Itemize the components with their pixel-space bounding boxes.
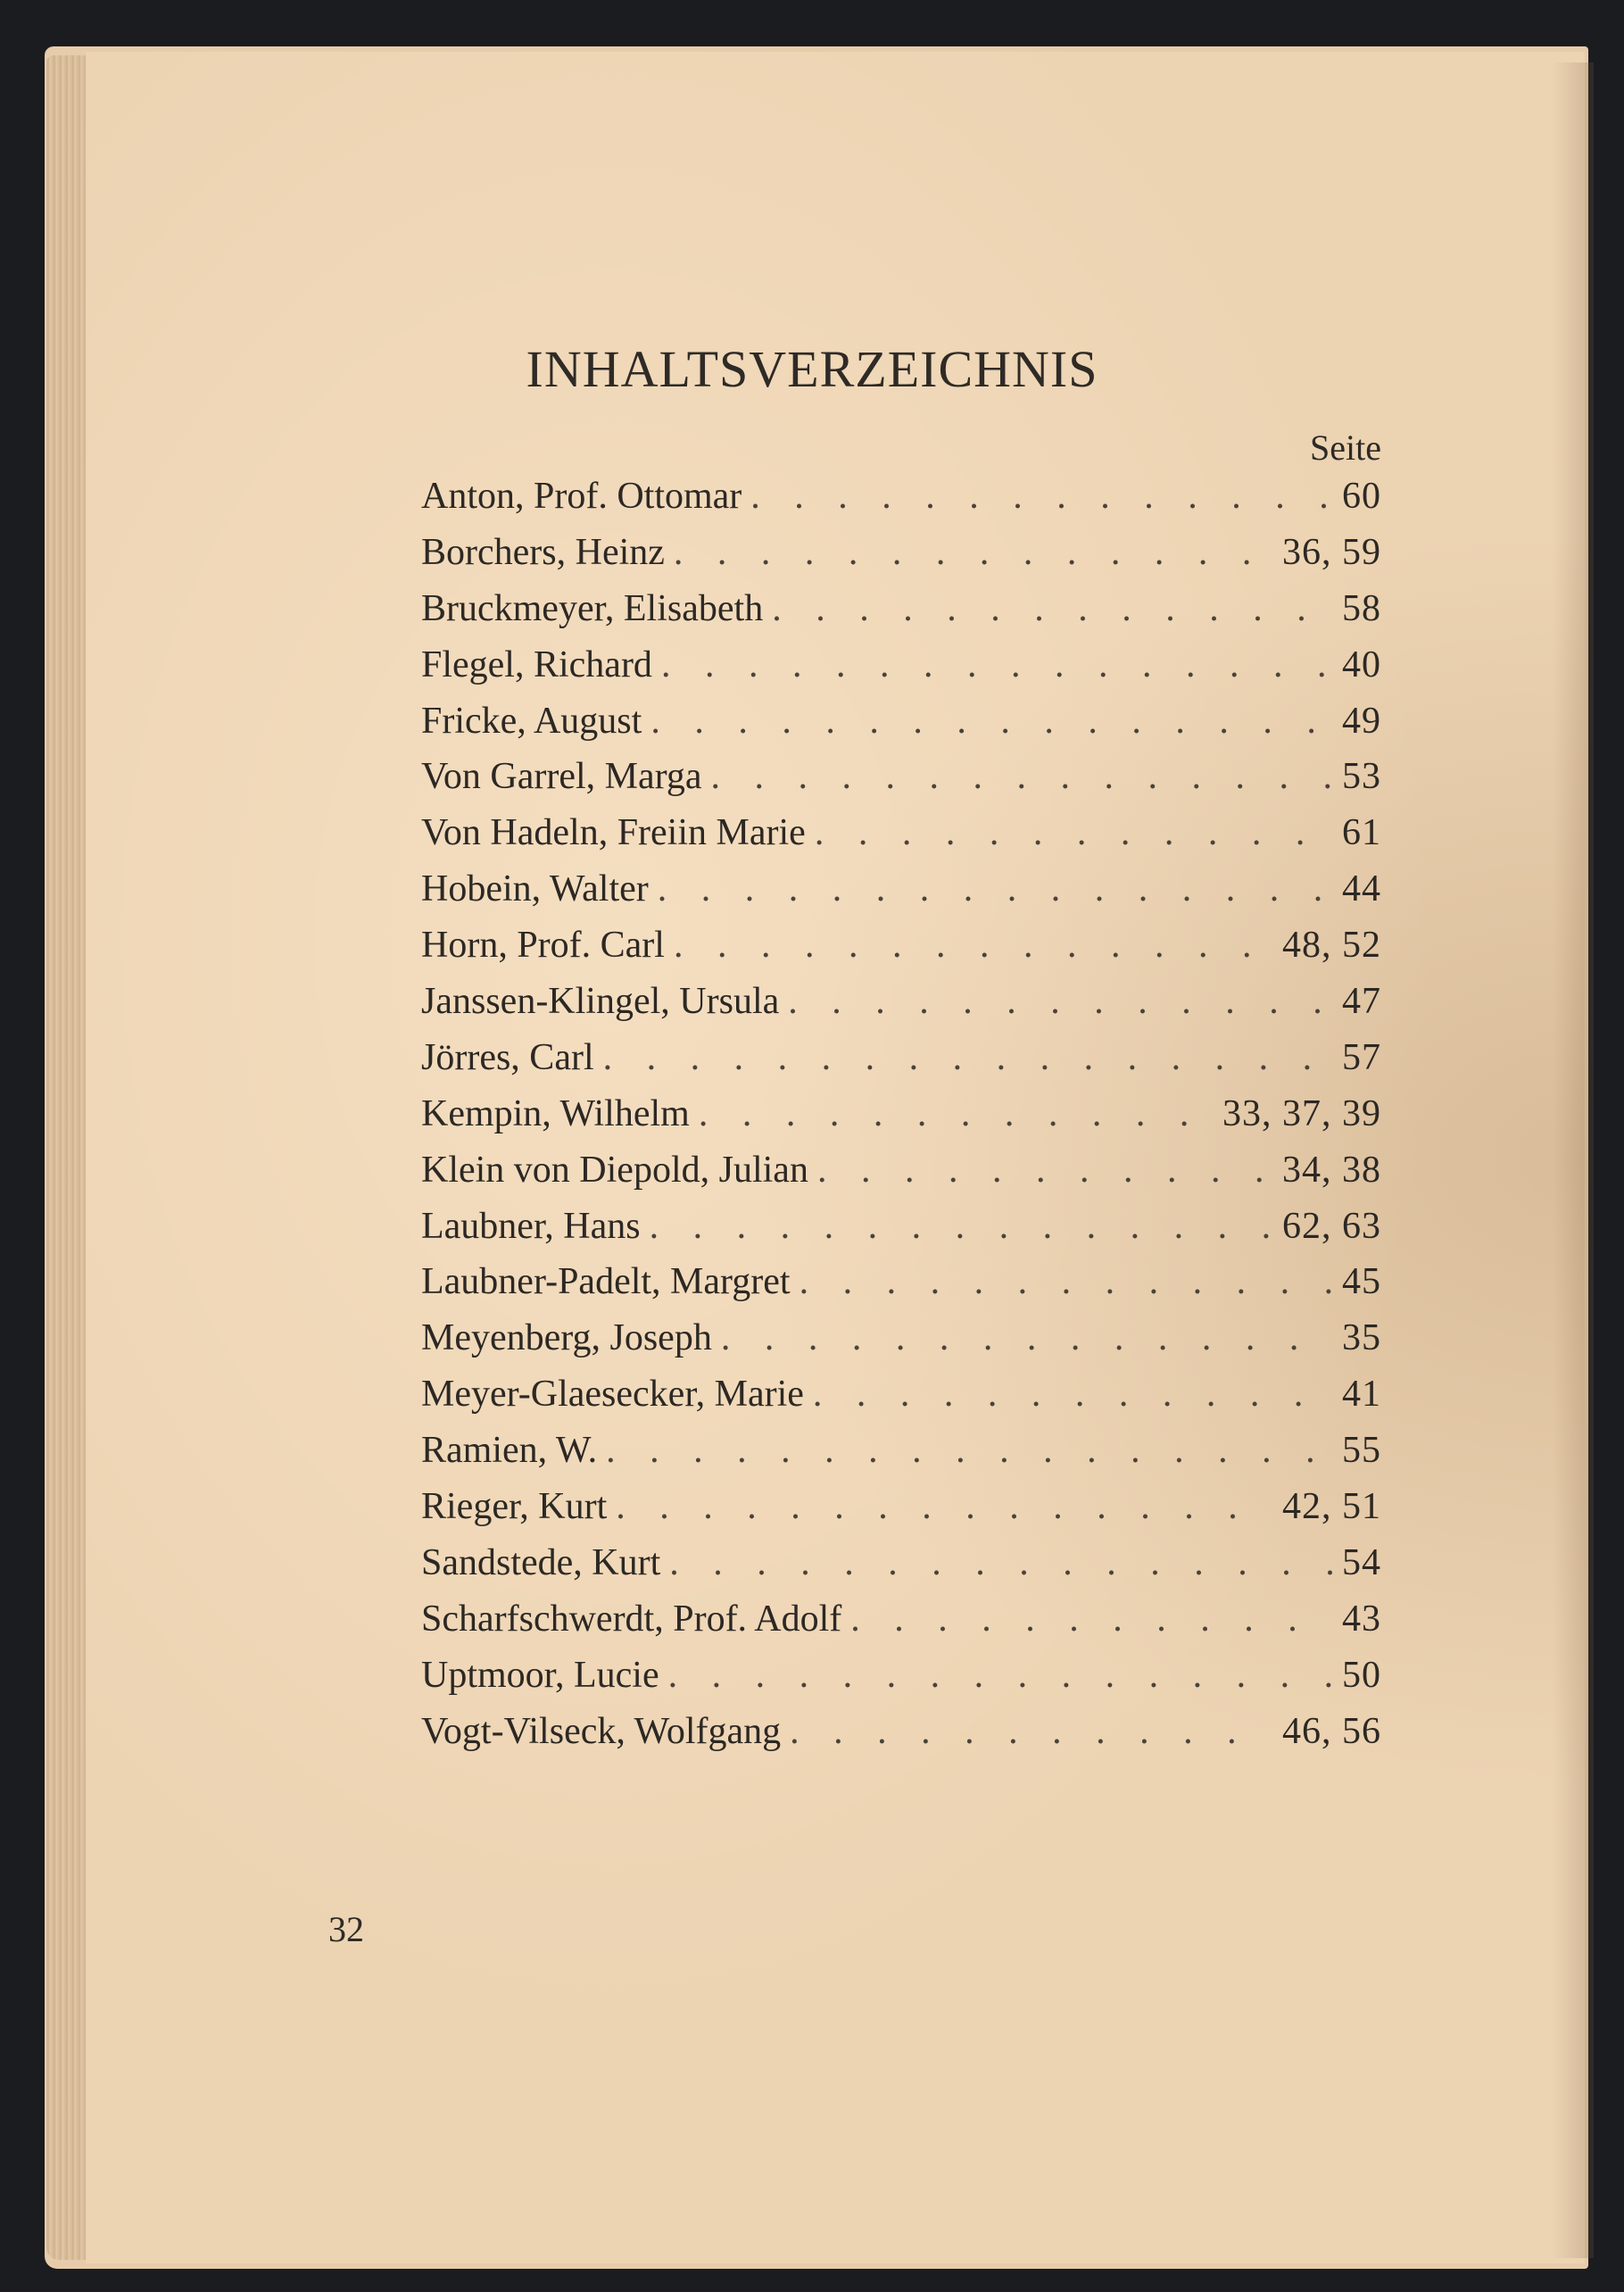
toc-entry-pages: 58 [1342, 587, 1381, 629]
toc-entry-name: Janssen-Klingel, Ursula [421, 981, 780, 1023]
table-of-contents [421, 475, 1381, 1765]
toc-entry-pages: 62, 63 [1282, 1205, 1381, 1247]
toc-entry-name: Meyer-Glaesecker, Marie [421, 1374, 804, 1416]
toc-entry-name: Rieger, Kurt [421, 1486, 608, 1528]
toc-entry-pages: 41 [1342, 1374, 1381, 1416]
toc-entry-name: Flegel, Richard [421, 644, 652, 685]
toc-entry-pages: 40 [1342, 644, 1381, 685]
toc-entry-name: Meyenberg, Joseph [421, 1317, 712, 1359]
dot-leader [650, 700, 1333, 743]
toc-entry-pages: 60 [1342, 476, 1381, 517]
dot-leader [606, 1429, 1333, 1472]
dot-leader [674, 924, 1273, 967]
toc-entry [421, 811, 1381, 868]
toc-entry-name: Anton, Prof. Ottomar [421, 476, 742, 517]
toc-entry [421, 1260, 1381, 1316]
toc-entry-name: Scharfschwerdt, Prof. Adolf [421, 1598, 842, 1640]
toc-entry-name: Borchers, Heinz [421, 531, 665, 573]
dot-leader [788, 980, 1333, 1023]
toc-entry [421, 868, 1381, 924]
toc-entry-name: Uptmoor, Lucie [421, 1654, 659, 1696]
dot-leader [815, 811, 1333, 854]
dot-leader [603, 1036, 1333, 1079]
dot-leader [721, 1316, 1333, 1359]
toc-entry-name: Von Garrel, Marga [421, 756, 702, 798]
dot-leader [817, 1149, 1273, 1192]
page-title: INHALTSVERZEICHNIS [526, 340, 1098, 398]
toc-entry-name: Vogt-Vilseck, Wolfgang [421, 1710, 782, 1752]
toc-entry-pages: 36, 59 [1282, 531, 1381, 573]
toc-entry [421, 1485, 1381, 1541]
toc-entry-pages: 46, 56 [1282, 1710, 1381, 1752]
toc-entry-pages: 47 [1342, 981, 1381, 1023]
toc-entry [421, 1373, 1381, 1429]
toc-entry [421, 755, 1381, 811]
toc-entry-pages: 48, 52 [1282, 925, 1381, 967]
toc-entry [421, 644, 1381, 700]
toc-entry-name: Jörres, Carl [421, 1036, 594, 1078]
page-number: 32 [328, 1909, 364, 1949]
toc-entry [421, 700, 1381, 756]
dot-leader [674, 531, 1273, 574]
toc-entry [421, 1036, 1381, 1092]
toc-entry-name: Laubner, Hans [421, 1205, 641, 1247]
toc-entry-name: Kempin, Wilhelm [421, 1092, 690, 1134]
dot-leader [850, 1598, 1333, 1640]
toc-entry [421, 1541, 1381, 1598]
toc-entry-name: Laubner-Padelt, Margret [421, 1261, 791, 1303]
toc-entry-pages: 33, 37, 39 [1222, 1092, 1381, 1134]
toc-entry [421, 587, 1381, 644]
toc-entry-name: Sandstede, Kurt [421, 1541, 661, 1583]
toc-entry-pages: 35 [1342, 1317, 1381, 1359]
toc-entry-name: Klein von Diepold, Julian [421, 1149, 808, 1191]
toc-entry-name: Von Hadeln, Freiin Marie [421, 812, 806, 854]
toc-entry-pages: 50 [1342, 1654, 1381, 1696]
dot-leader [658, 868, 1333, 910]
dot-leader [800, 1260, 1333, 1303]
toc-entry-pages: 34, 38 [1282, 1149, 1381, 1191]
toc-entry [421, 1092, 1381, 1149]
toc-entry [421, 1654, 1381, 1710]
toc-entry-name: Horn, Prof. Carl [421, 925, 665, 967]
toc-entry-pages: 61 [1342, 812, 1381, 854]
dot-leader [790, 1710, 1273, 1753]
toc-entry [421, 1205, 1381, 1261]
toc-entry-pages: 53 [1342, 756, 1381, 798]
dot-leader [772, 587, 1333, 630]
toc-entry [421, 1149, 1381, 1205]
dot-leader [813, 1373, 1333, 1416]
column-header-seite: Seite [1310, 428, 1381, 468]
toc-entry-pages: 55 [1342, 1430, 1381, 1472]
toc-entry-pages: 49 [1342, 700, 1381, 742]
toc-entry-name: Bruckmeyer, Elisabeth [421, 587, 764, 629]
toc-entry-pages: 42, 51 [1282, 1486, 1381, 1528]
toc-entry [421, 1598, 1381, 1654]
toc-entry [421, 1710, 1381, 1766]
toc-entry-name: Hobein, Walter [421, 868, 649, 910]
toc-entry-pages: 57 [1342, 1036, 1381, 1078]
toc-entry-pages: 43 [1342, 1598, 1381, 1640]
dot-leader [669, 1541, 1333, 1584]
toc-entry [421, 980, 1381, 1036]
toc-entry [421, 1316, 1381, 1373]
toc-entry-pages: 44 [1342, 868, 1381, 910]
toc-entry-pages: 45 [1342, 1261, 1381, 1303]
toc-entry [421, 924, 1381, 980]
dot-leader [616, 1485, 1273, 1528]
toc-entry [421, 531, 1381, 587]
toc-entry [421, 475, 1381, 531]
dot-leader [699, 1092, 1214, 1135]
dot-leader [750, 475, 1333, 518]
dot-leader [668, 1654, 1333, 1697]
toc-entry-name: Ramien, W. [421, 1430, 598, 1472]
dot-leader [711, 755, 1333, 798]
toc-entry [421, 1429, 1381, 1485]
dot-leader [650, 1205, 1273, 1248]
toc-entry-name: Fricke, August [421, 700, 642, 742]
toc-entry-pages: 54 [1342, 1541, 1381, 1583]
dot-leader [661, 644, 1333, 686]
